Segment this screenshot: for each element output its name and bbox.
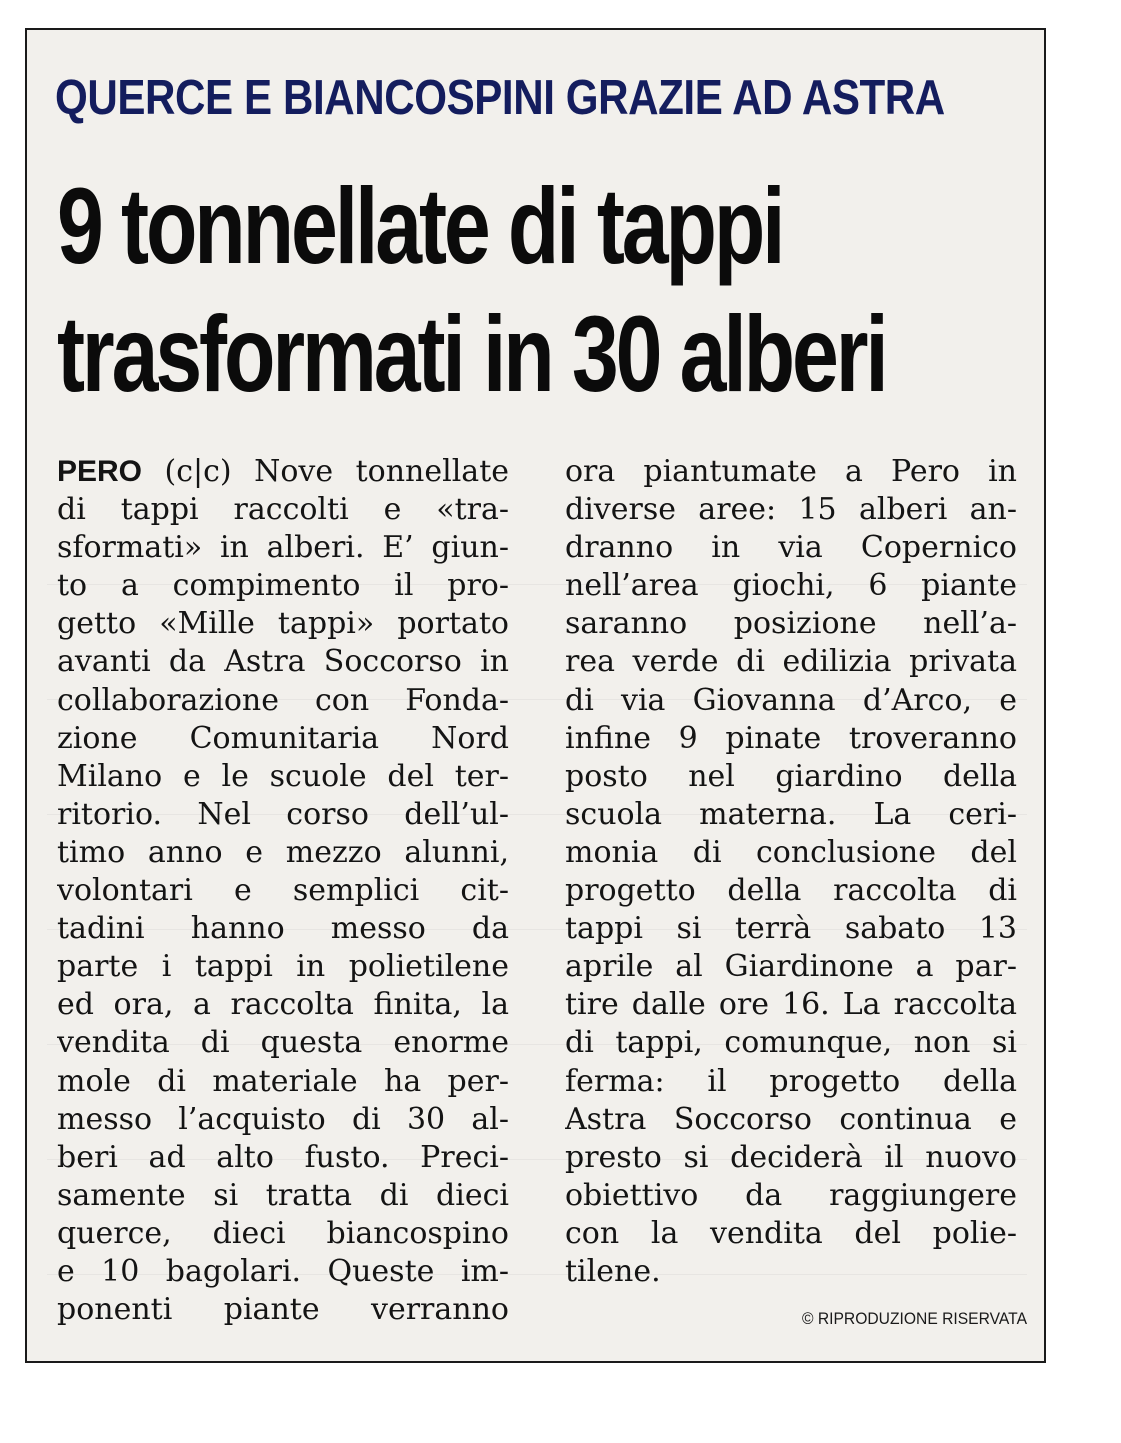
headline-line-2: trasformati in 30 alberi (57, 293, 886, 414)
text-line: obiettivo da raggiungere (565, 1177, 1017, 1213)
text-line: di tappi, comunque, non si (565, 1025, 1017, 1061)
article-column-right (565, 453, 1017, 1291)
text-line: saranno posizione nell’a- (565, 606, 1017, 642)
article-kicker: QUERCE E BIANCOSPINI GRAZIE AD ASTRA (55, 71, 945, 125)
text-line: ed ora, a raccolta finita, la (57, 987, 509, 1023)
text-line: getto «Mille tappi» portato (57, 606, 509, 642)
text-line (57, 453, 509, 491)
headline-line-1: 9 tonnellate di tappi (57, 165, 783, 286)
text-line: mole di materiale ha per- (57, 1063, 509, 1099)
text-line-content: (c|c) Nove tonnellate (142, 454, 509, 489)
text-line: rea verde di edilizia privata (565, 644, 1017, 680)
copyright-notice: © RIPRODUZIONE RISERVATA (801, 1309, 1027, 1328)
text-line: timo anno e mezzo alunni, (57, 834, 509, 870)
text-line: diverse aree: 15 alberi an- (565, 492, 1017, 528)
text-line: volontari e semplici cit- (57, 873, 509, 909)
text-line: nell’area giochi, 6 piante (565, 568, 1017, 604)
text-line: ritorio. Nel corso dell’ul- (57, 796, 509, 832)
text-line: samente si tratta di dieci (57, 1177, 509, 1213)
text-line: progetto della raccolta di (565, 873, 1017, 909)
newspaper-clipping (25, 28, 1046, 1363)
text-line: presto si deciderà il nuovo (565, 1139, 1017, 1175)
text-line: ora piantumate a Pero in (565, 454, 1017, 489)
text-line: ferma: il progetto della (565, 1063, 1017, 1099)
text-line: monia di conclusione del (565, 834, 1017, 870)
text-line: tilene. (565, 1253, 661, 1289)
text-line: querce, dieci biancospino (57, 1215, 509, 1251)
text-line: infine 9 pinate troveranno (565, 720, 1017, 756)
text-line: di via Giovanna d’Arco, e (565, 682, 1017, 718)
text-line: tire dalle ore 16. La raccolta (565, 987, 1017, 1023)
text-line: beri ad alto fusto. Preci- (57, 1139, 509, 1175)
article-headline (57, 162, 1027, 418)
article-byline: PERO (57, 455, 143, 488)
text-line: Milano e le scuole del ter- (57, 758, 509, 794)
text-line: zione Comunitaria Nord (57, 720, 509, 756)
text-line: vendita di questa enorme (57, 1025, 509, 1061)
text-line: con la vendita del polie- (565, 1215, 1017, 1251)
text-line: avanti da Astra Soccorso in (57, 644, 509, 680)
text-line: tappi si terrà sabato 13 (565, 911, 1017, 947)
text-line: di tappi raccolti e «tra- (57, 492, 509, 528)
text-line: aprile al Giardinone a par- (565, 949, 1017, 985)
article-column-left (57, 453, 509, 1329)
text-line: messo l’acquisto di 30 al- (57, 1101, 509, 1137)
text-line: ponenti piante verranno (57, 1292, 509, 1328)
text-line: dranno in via Copernico (565, 530, 1017, 566)
text-line: posto nel giardino della (565, 758, 1017, 794)
text-line: e 10 bagolari. Queste im- (57, 1253, 509, 1289)
text-line: to a compimento il pro- (57, 568, 509, 604)
text-line: scuola materna. La ceri- (565, 796, 1017, 832)
text-line: tadini hanno messo da (57, 911, 509, 947)
text-line: sformati» in alberi. E’ giun- (57, 530, 509, 566)
text-line: Astra Soccorso continua e (565, 1101, 1017, 1137)
text-line: parte i tappi in polietilene (57, 949, 509, 985)
text-line: collaborazione con Fonda- (57, 682, 509, 718)
